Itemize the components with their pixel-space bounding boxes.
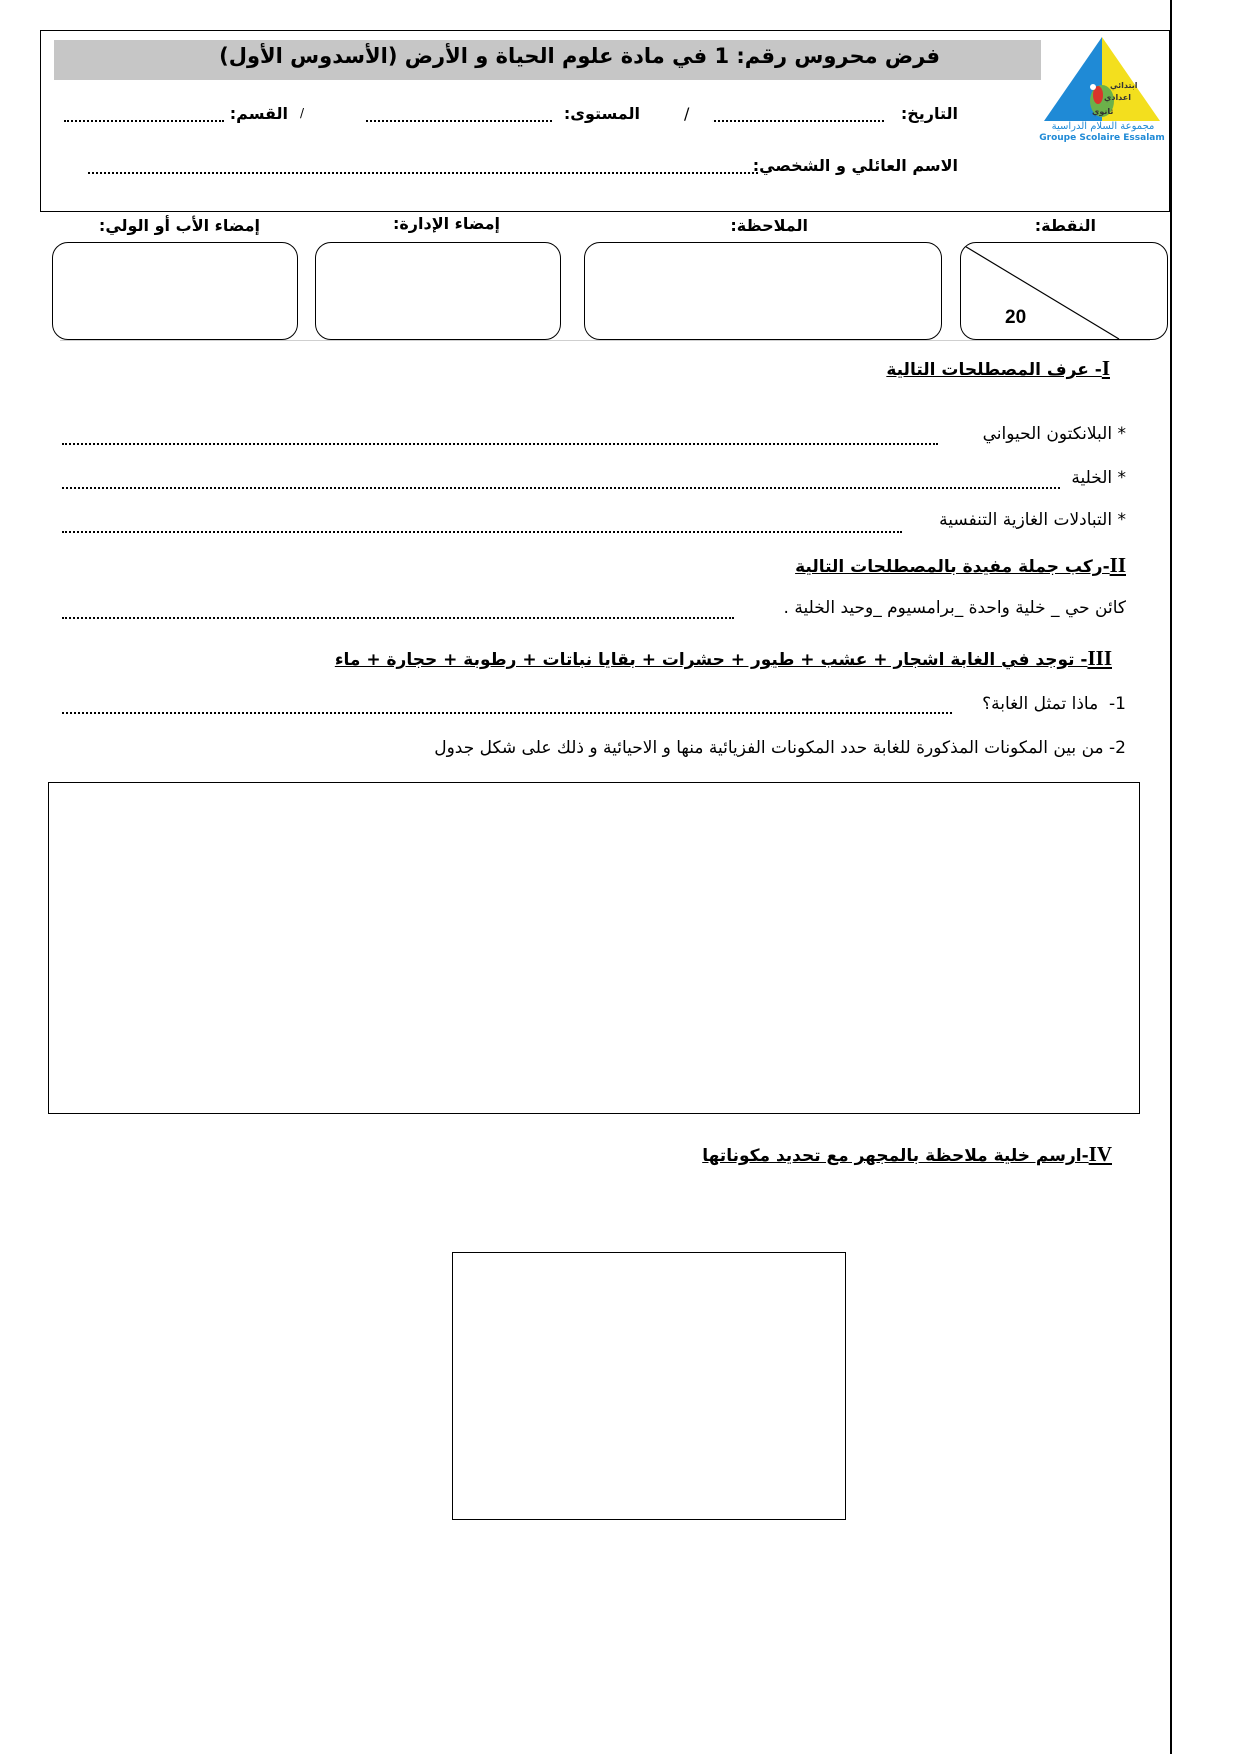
section2-answer[interactable] <box>62 617 734 619</box>
logo-arabic-name: مجموعة السلام الدراسية <box>1051 121 1155 132</box>
section2-title: -ركب جملة مفيدة بالمصطلحات التالية <box>795 557 1110 577</box>
question1 <box>960 694 1126 714</box>
question2 <box>300 738 1126 758</box>
parent-signature-label: إمضاء الأب أو الولي: <box>98 216 260 235</box>
class-field[interactable] <box>64 120 224 122</box>
question2-text: من بين المكونات المذكورة للغابة حدد المكونات الفزيائية منها و الاحيائية و ذلك على شكل جدول <box>434 738 1104 758</box>
section2-number: II <box>1109 553 1126 577</box>
term-3-answer[interactable] <box>62 531 902 533</box>
logo-word-1: ابتدائي <box>1110 81 1138 90</box>
page-margin-line <box>1170 0 1172 1754</box>
exam-title: فرض محروس رقم: 1 في مادة علوم الحياة و الأرض (الأسدوس الأول) <box>219 44 940 68</box>
section4-number: IV <box>1088 1142 1112 1166</box>
question1-number: 1- <box>1109 694 1126 714</box>
name-label: الاسم العائلي و الشخصي: <box>752 156 958 175</box>
grade-diagonal-icon <box>961 243 1167 339</box>
section4-heading <box>600 1142 1112 1167</box>
grade-box[interactable] <box>960 242 1168 340</box>
school-logo <box>1038 35 1166 147</box>
logo-word-3: ثانوي <box>1092 107 1114 116</box>
section1-heading <box>700 356 1110 381</box>
admin-signature-box[interactable] <box>315 242 561 340</box>
note-label: الملاحظة: <box>730 216 808 235</box>
level-label: المستوى: <box>563 104 640 123</box>
section3-number: III <box>1087 646 1112 670</box>
separator-1: / <box>684 104 690 123</box>
section1-number: I <box>1101 356 1110 380</box>
section2-heading <box>700 553 1126 578</box>
section1-title: - عرف المصطلحات التالية <box>886 360 1102 380</box>
term-3-label: * التبادلات الغازية التنفسية <box>939 510 1126 530</box>
date-field[interactable] <box>714 120 884 122</box>
level-field[interactable] <box>366 120 552 122</box>
table-answer-box[interactable] <box>48 782 1140 1114</box>
name-field[interactable] <box>88 172 758 174</box>
term-1-answer[interactable] <box>62 443 938 445</box>
logo-word-2: اعدادي <box>1104 93 1132 102</box>
question2-number: 2- <box>1109 738 1126 758</box>
question1-answer[interactable] <box>62 712 952 714</box>
admin-signature-label: إمضاء الإدارة: <box>392 214 500 233</box>
parent-signature-box[interactable] <box>52 242 298 340</box>
note-box[interactable] <box>584 242 942 340</box>
separator-2: / <box>300 106 305 120</box>
term-2-answer[interactable] <box>62 487 1060 489</box>
grade-max: 20 <box>1005 307 1027 328</box>
divider-line <box>60 340 1150 341</box>
section3-title: - توجد في الغابة اشجار + عشب + طيور + حشرات + بقايا نباتات + رطوبة + حجارة + ماء <box>334 650 1088 670</box>
term-1-label: * البلانكتون الحيواني <box>982 424 1126 444</box>
logo-latin-name: Groupe Scolaire Essalam <box>1039 133 1165 143</box>
question1-text: ماذا تمثل الغابة؟ <box>982 694 1099 714</box>
section3-heading <box>300 646 1112 671</box>
section2-words: كائن حي _ خلية واحدة _برامسيوم _وحيد الخلية . <box>783 598 1126 618</box>
date-label: التاريخ: <box>900 104 958 123</box>
grade-label: النقطة: <box>1034 216 1096 235</box>
term-2-label: * الخلية <box>1071 468 1126 488</box>
class-label: القسم: <box>229 104 288 123</box>
section4-title: -ارسم خلية ملاحظة بالمجهر مع تحديد مكوناتها <box>702 1146 1089 1166</box>
drawing-box[interactable] <box>452 1252 846 1520</box>
